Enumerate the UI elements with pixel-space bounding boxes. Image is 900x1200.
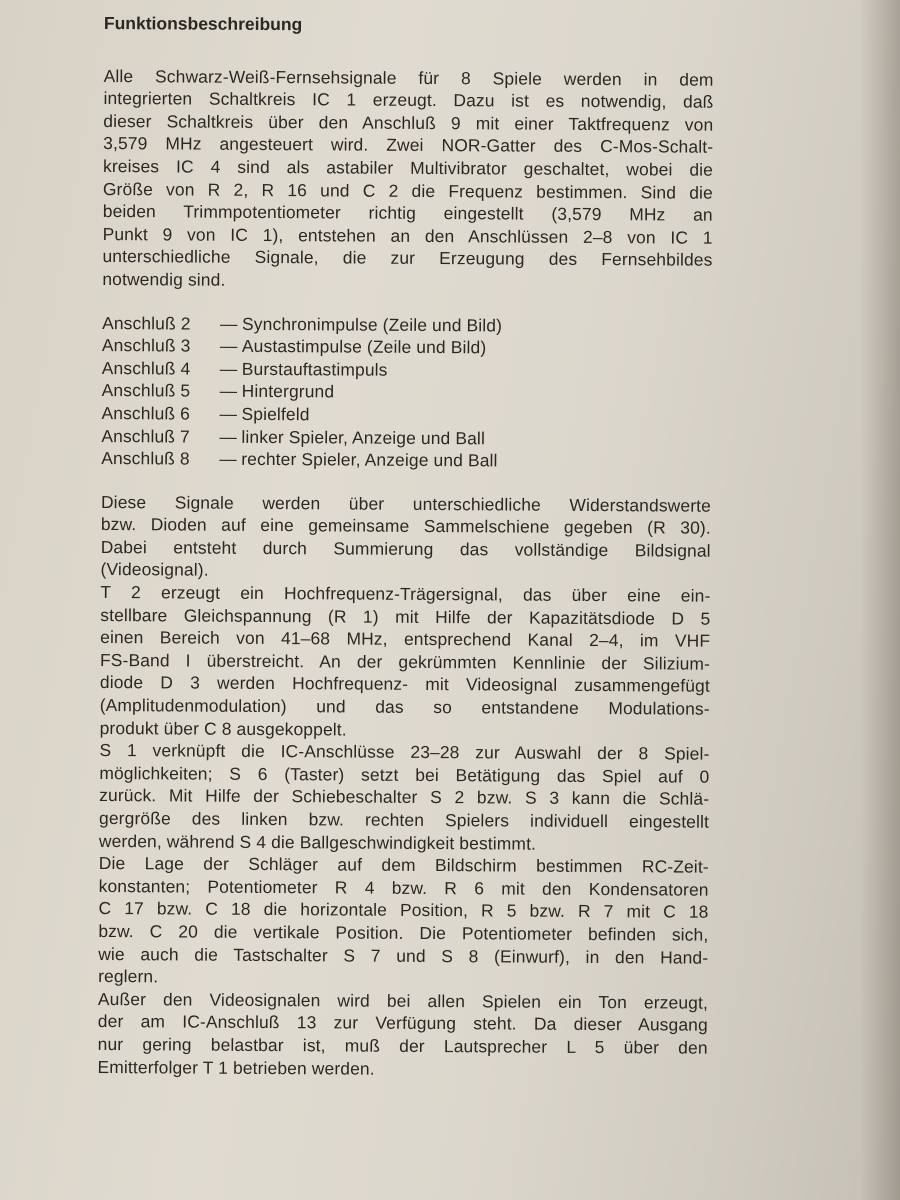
text-line: werden, während S 4 die Ballgeschwindigkeit bestimmt. [98, 830, 537, 854]
pin-label: Anschluß 5 [101, 380, 191, 401]
text-line: Außer den Videosignalen wird bei allen Spielen ein Ton erzeugt, [97, 988, 709, 1013]
pin-label: Anschluß 8 [101, 448, 190, 469]
pin-dash: — [220, 313, 238, 334]
text-line: nur gering belastbar ist, muß der Lautsprecher L 5 über den [97, 1033, 708, 1058]
text-line: wie auch die Tastschalter S 7 und S 8 (Einwurf), in den Hand- [98, 943, 709, 968]
text-line: Diese Signale werden über unterschiedliche Widerstandswerte [100, 491, 712, 516]
text-line: integrierten Schaltkreis IC 1 erzeugt. Dazu ist es notwendig, daß [103, 88, 714, 112]
text-line: Alle Schwarz-Weiß-Fernsehsignale für 8 Spiele werden in dem [103, 65, 714, 90]
pin-description: Spielfeld [241, 403, 310, 425]
text-line: bzw. Dioden auf eine gemeinsame Sammelschiene gegeben (R 30). [100, 514, 711, 538]
text-line: produkt über C 8 ausgekoppelt. [99, 717, 347, 740]
text-line: (Amplitudenmodulation) und das so entstandene Modulations- [99, 695, 710, 719]
text-line: beiden Trimmpotentiometer richtig eingestellt (3,579 MHz an [102, 201, 713, 225]
text-line: stellbare Gleichspannung (R 1) mit Hilfe der Kapazitätsdiode D 5 [100, 604, 711, 629]
text-line: FS-Band I überstreicht. An der gekrümmten Kennlinie der Silizium- [99, 649, 711, 674]
text-line: C 17 bzw. C 18 die horizontale Position, R 5 bzw. R 7 mit C 18 [98, 898, 709, 923]
text-line: der am IC-Anschluß 13 zur Verfügung steht. Da dieser Ausgang [97, 1011, 708, 1036]
text-line: Dabei entsteht durch Summierung das vollständige Bildsignal [100, 536, 711, 561]
text-line: T 2 erzeugt ein Hochfrequenz-Trägersignal, das über eine ein- [100, 582, 711, 606]
page-edge-shadow [860, 0, 900, 1200]
pin-description: Burstauftastimpuls [241, 358, 388, 380]
text-line: bzw. C 20 die vertikale Position. Die Potentiometer befinden sich, [98, 920, 709, 945]
text-line: kreises IC 4 sind als astabiler Multivibrator geschaltet, wobei die [102, 155, 714, 180]
text-line: Größe von R 2, R 16 und C 2 die Frequenz bestimmen. Sind die [102, 178, 713, 203]
pin-label: Anschluß 7 [101, 425, 190, 447]
pin-description: Austastimpulse (Zeile und Bild) [241, 335, 487, 358]
text-line: (Videosignal). [100, 559, 209, 581]
paragraph-description [97, 491, 711, 1082]
pin-item [101, 447, 711, 473]
text-line: Emitterfolger T 1 betrieben werden. [97, 1056, 375, 1079]
text-line: möglichkeiten; S 6 (Taster) setzt bei Betätigung das Spiel auf 0 [99, 762, 710, 787]
text-line: reglern. [98, 966, 159, 987]
pin-list [101, 312, 712, 474]
pin-description: linker Spieler, Anzeige und Ball [241, 426, 486, 448]
text-line: unterschiedliche Signale, die zur Erzeugung des Fernsehbildes [102, 246, 713, 271]
pin-label: Anschluß 3 [101, 335, 191, 356]
pin-label: Anschluß 4 [101, 357, 191, 379]
document-title: Funktionsbeschreibung [103, 12, 303, 35]
text-line: notwendig sind. [102, 268, 226, 290]
pin-label: Anschluß 6 [101, 402, 191, 424]
paragraph-intro [102, 65, 713, 295]
document-body [97, 12, 714, 1082]
text-line: 3,579 MHz angesteuert wird. Zwei NOR-Gatter des C-Mos-Schalt- [103, 133, 714, 158]
text-line: konstanten; Potentiometer R 4 bzw. R 6 mit den Kondensatoren [98, 875, 709, 900]
text-line: gergröße des linken bzw. rechten Spielers individuell eingestellt [99, 807, 710, 832]
pin-dash: — [219, 403, 238, 424]
pin-dash: — [219, 358, 238, 379]
text-line: Punkt 9 von IC 1), entstehen an den Anschlüssen 2–8 von IC 1 [102, 223, 713, 248]
pin-dash: — [219, 381, 238, 402]
text-line: einen Bereich von 41–68 MHz, entsprechend Kanal 2–4, im VHF [100, 627, 711, 651]
pin-dash: — [219, 448, 237, 469]
text-line: S 1 verknüpft die IC-Anschlüsse 23–28 zur Auswahl der 8 Spiel- [99, 740, 710, 764]
pin-description: Synchronimpulse (Zeile und Bild) [242, 313, 503, 335]
pin-description: rechter Spieler, Anzeige und Ball [241, 448, 498, 471]
pin-dash: — [219, 335, 238, 356]
pin-description: Hintergrund [241, 381, 335, 402]
text-line: Die Lage der Schläger auf dem Bildschirm bestimmen RC-Zeit- [98, 853, 709, 877]
text-line: zurück. Mit Hilfe der Schiebeschalter S 2 bzw. S 3 kann die Schlä- [99, 785, 710, 810]
pin-dash: — [219, 426, 238, 447]
text-line: dieser Schaltkreis über den Anschluß 9 mit einer Taktfrequenz von [103, 110, 714, 135]
pin-label: Anschluß 2 [102, 312, 191, 334]
text-line: diode D 3 werden Hochfrequenz- mit Videosignal zusammengefügt [99, 672, 710, 697]
